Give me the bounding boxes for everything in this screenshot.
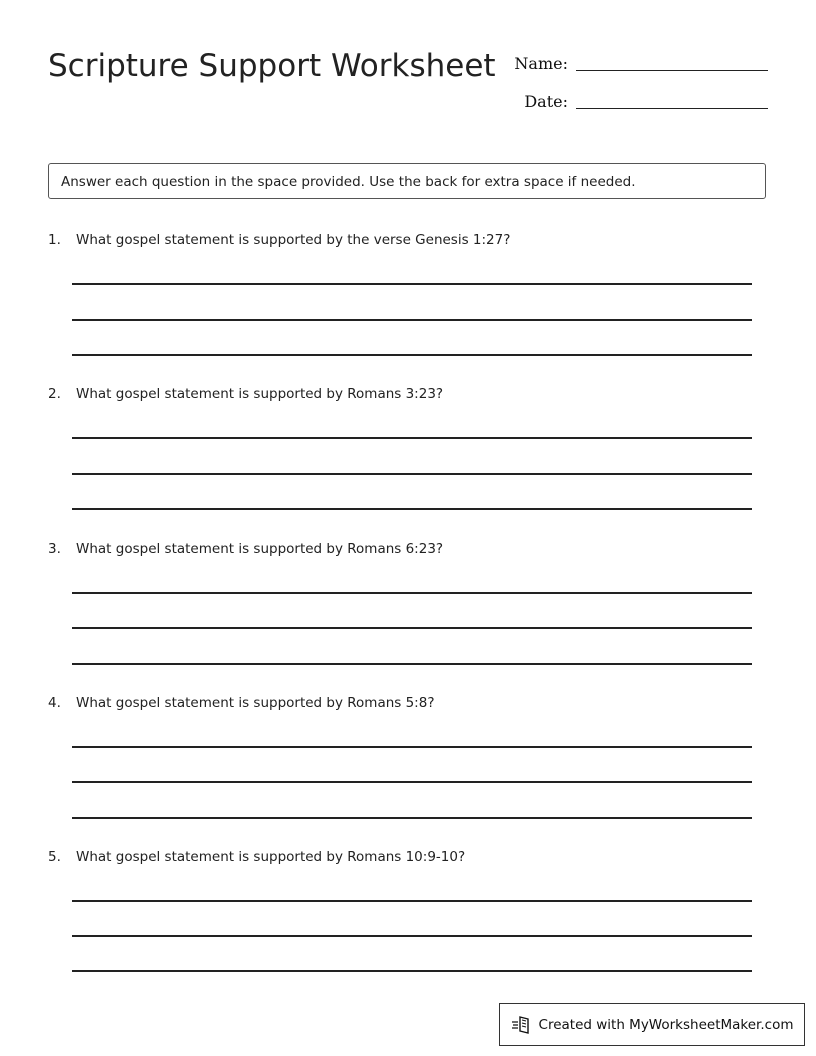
answer-line[interactable] bbox=[72, 473, 752, 475]
question-1 bbox=[48, 232, 752, 248]
answer-line[interactable] bbox=[72, 970, 752, 972]
question-text: What gospel statement is supported by Romans 5:8? bbox=[76, 695, 435, 711]
question-number: 1. bbox=[48, 232, 61, 248]
answer-line[interactable] bbox=[72, 935, 752, 937]
answer-line[interactable] bbox=[72, 781, 752, 783]
question-text: What gospel statement is supported by Romans 3:23? bbox=[76, 386, 444, 402]
question-2 bbox=[48, 386, 752, 402]
question-5 bbox=[48, 849, 752, 865]
question-number: 4. bbox=[48, 695, 61, 711]
answer-line[interactable] bbox=[72, 746, 752, 748]
date-field[interactable] bbox=[512, 92, 768, 111]
date-line[interactable] bbox=[576, 107, 768, 109]
worksheet-maker-logo-icon bbox=[511, 1015, 533, 1035]
footer-text: Created with MyWorksheetMaker.com bbox=[538, 1016, 794, 1033]
footer-credit[interactable] bbox=[499, 1003, 805, 1046]
answer-line[interactable] bbox=[72, 437, 752, 439]
answer-line[interactable] bbox=[72, 508, 752, 510]
question-text: What gospel statement is supported by Romans 10:9-10? bbox=[76, 849, 466, 865]
answer-line[interactable] bbox=[72, 592, 752, 594]
answer-line[interactable] bbox=[72, 354, 752, 356]
question-4 bbox=[48, 695, 752, 711]
page-title: Scripture Support Worksheet bbox=[48, 48, 496, 84]
answer-line[interactable] bbox=[72, 817, 752, 819]
name-line[interactable] bbox=[576, 69, 768, 71]
question-number: 5. bbox=[48, 849, 61, 865]
question-text: What gospel statement is supported by Romans 6:23? bbox=[76, 541, 444, 557]
instructions-box: Answer each question in the space provided. Use the back for extra space if needed. bbox=[48, 163, 766, 199]
answer-line[interactable] bbox=[72, 627, 752, 629]
answer-line[interactable] bbox=[72, 900, 752, 902]
answer-line[interactable] bbox=[72, 319, 752, 321]
question-number: 2. bbox=[48, 386, 61, 402]
question-3 bbox=[48, 541, 752, 557]
date-label: Date: bbox=[524, 92, 568, 111]
question-number: 3. bbox=[48, 541, 61, 557]
name-label: Name: bbox=[514, 54, 568, 73]
question-text: What gospel statement is supported by the verse Genesis 1:27? bbox=[76, 232, 511, 248]
answer-line[interactable] bbox=[72, 283, 752, 285]
name-field[interactable] bbox=[512, 54, 768, 73]
answer-line[interactable] bbox=[72, 663, 752, 665]
